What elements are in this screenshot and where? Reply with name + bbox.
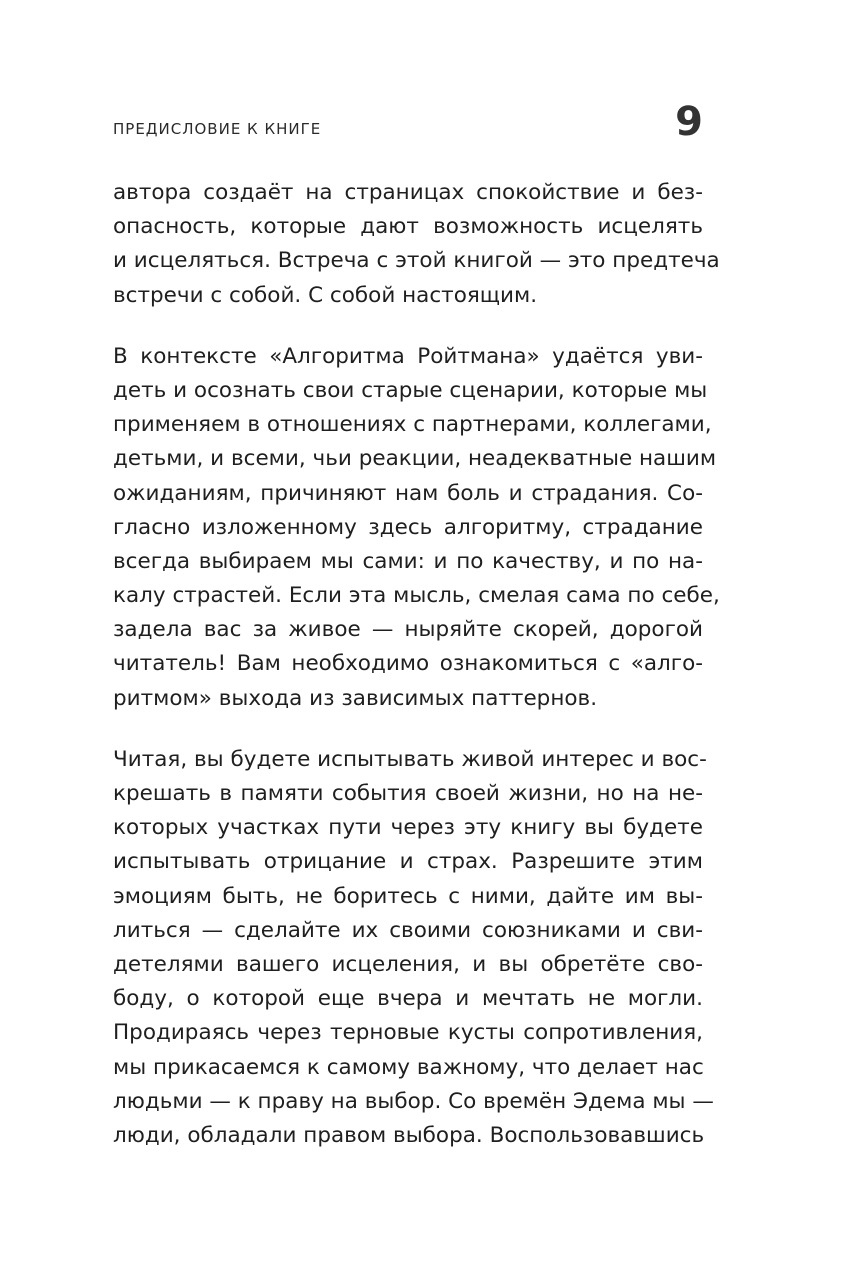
paragraph-3 — [113, 743, 714, 1153]
text-line: В контексте «Алгоритма Ройтмана» удаётся уви- — [113, 343, 703, 369]
body-text — [113, 176, 720, 1180]
text-line: калу страстей. Если эта мысль, смелая сама по себе, — [113, 583, 720, 609]
text-line: крешать в памяти события своей жизни, но на не- — [113, 781, 703, 806]
text-line: и исцеляться. Встреча с этой книгой — это предтеча — [113, 248, 720, 274]
text-line: мы прикасаемся к самому важному, что делает нас — [113, 1054, 704, 1080]
text-line: всегда выбираем мы сами: и по качеству, и по на- — [113, 548, 703, 574]
text-line: детелями вашего исцеления, и вы обретёте сво- — [113, 951, 703, 977]
text-line: ожиданиям, причиняют нам боль и страдания. Со- — [113, 480, 703, 506]
text-line: встречи с собой. С собой настоящим. — [113, 282, 538, 308]
text-line: задела вас за живое — ныряйте скорей, дорогой — [113, 617, 703, 643]
text-line: читатель! Вам необходимо ознакомиться с «алго- — [113, 651, 703, 677]
text-line: автора создаёт на страницах спокойствие и без- — [113, 180, 703, 205]
text-line: детьми, и всеми, чьи реакции, неадекватные нашим — [113, 446, 717, 472]
page-number: 9 — [675, 99, 703, 145]
text-line: ритмом» выхода из зависимых паттернов. — [113, 685, 598, 711]
paragraph-2 — [113, 340, 720, 716]
text-line: деть и осознать свои старые сценарии, которые мы — [113, 377, 708, 403]
text-line: которых участках пути через эту книгу вы будете — [113, 815, 703, 841]
text-line: людьми — к праву на выбор. Со времён Эдема мы — — [113, 1088, 714, 1114]
text-line: Продираясь через терновые кусты сопротивления, — [113, 1020, 703, 1046]
text-line: люди, обладали правом выбора. Воспользовавшись — [113, 1122, 705, 1148]
text-line: применяем в отношениях с партнерами, коллегами, — [113, 412, 712, 438]
running-title: ПРЕДИСЛОВИЕ К КНИГЕ — [113, 120, 322, 138]
text-line: литься — сделайте их своими союзниками и сви- — [113, 917, 703, 943]
text-line: боду, о которой еще вчера и мечтать не могли. — [113, 986, 703, 1012]
text-line: испытывать отрицание и страх. Разрешите этим — [113, 849, 703, 875]
text-line: опасность, которые дают возможность исцелять — [113, 214, 703, 240]
text-line: Читая, вы будете испытывать живой интерес и вос- — [113, 746, 707, 772]
paragraph-1 — [113, 176, 720, 313]
text-line: гласно изложенному здесь алгоритму, страдание — [113, 514, 703, 540]
text-line: эмоциям быть, не боритесь с ними, дайте им вы- — [113, 883, 703, 909]
